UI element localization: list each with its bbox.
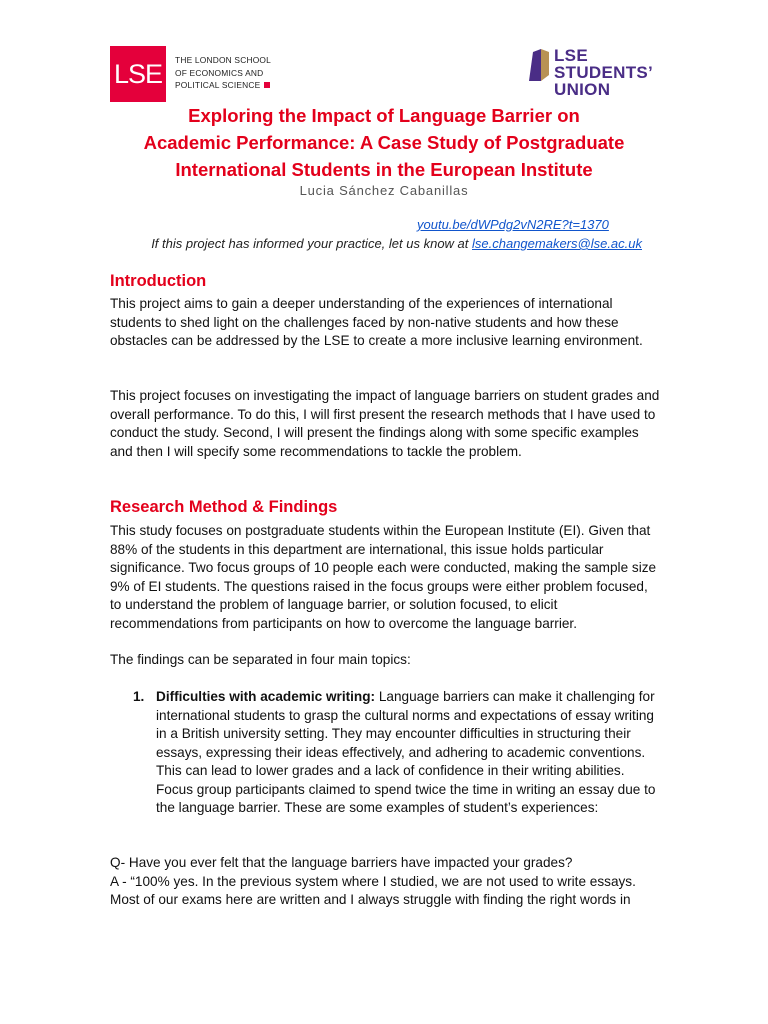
- list-number: 1.: [133, 689, 145, 704]
- lse-logo-line-text: POLITICAL SCIENCE: [175, 80, 261, 90]
- question-text: Q- Have you ever felt that the language barriers have impacted your grades?: [110, 855, 573, 870]
- answer-text: A - “100% yes. In the previous system where I studied, we are not used to write essays. Most of our exams here are written and I always struggle with finding the right words in: [110, 873, 636, 907]
- list-item-body: Language barriers can make it challenging for international students to grasp the cultural norms and expectations of essay writing in a British university setting. They may encounter difficulties in structuring their essays, expressing their ideas effectively, and adhering to academic conventions. This can lead to lower grades and a lack of confidence in their writing abilities. Focus group participants claimed to spend twice the time in writing an essay due to the language barrier. These are some examples of student’s experiences:: [156, 689, 656, 815]
- list-item-bold: Difficulties with academic writing:: [156, 689, 376, 704]
- lse-logo-line: THE LONDON SCHOOL: [175, 55, 272, 65]
- lse-logo-text: [175, 54, 271, 92]
- introduction-paragraph-1: [110, 295, 662, 351]
- introduction-paragraph-2: [110, 387, 662, 461]
- research-heading: Research Method & Findings: [110, 498, 338, 516]
- title-line: International Students in the European Institute: [175, 159, 593, 180]
- paragraph: This project aims to gain a deeper understanding of the experiences of international students to shed light on the challenges faced by non-native students and how these obstacles can be addressed by the LSE to create a more inclusive learning environment.: [110, 296, 643, 348]
- document-title: [100, 102, 668, 183]
- introduction-heading: Introduction: [110, 272, 207, 290]
- inform-text: If this project has informed your practice, let us know at: [151, 236, 472, 251]
- paragraph: This study focuses on postgraduate students within the European Institute (EI). Given that 88% of the students in this department are international, this issue holds particular significance. Two focus groups of 10 people each were conducted, making the sample size 9% of EI students. The questions raised in the focus groups were either problem focused, to understand the problem of language barrier, or solution focused, to elicit recommendations from participants on how to overcome the language barrier.: [110, 523, 657, 631]
- paragraph: This project focuses on investigating the impact of language barriers on student grades and overall performance. To do this, I will first present the research methods that I have used to conduct the study. Second, I will present the findings along with some specific examples and then I will specify some recommendations to tackle the problem.: [110, 388, 660, 459]
- su-line: STUDENTS’: [554, 63, 654, 82]
- paragraph: The findings can be separated in four main topics:: [110, 652, 411, 667]
- lse-logo: [110, 46, 271, 102]
- lse-red-square-icon: [264, 82, 270, 88]
- lse-logo-line: OF ECONOMICS AND: [175, 67, 264, 78]
- lse-logo-line: [175, 79, 271, 92]
- title-line: Exploring the Impact of Language Barrier on: [188, 105, 580, 126]
- author-name: Lucia Sánchez Cabanillas: [299, 183, 469, 198]
- su-line: UNION: [554, 80, 611, 99]
- students-union-mark-icon: [527, 49, 549, 81]
- email-link[interactable]: lse.changemakers@lse.ac.uk: [472, 236, 642, 251]
- question-answer: [110, 854, 662, 910]
- lse-logo-box: LSE: [110, 46, 166, 102]
- students-union-logo: [527, 47, 653, 98]
- research-paragraph-2: [110, 651, 662, 670]
- students-union-text: [554, 47, 653, 98]
- su-line: LSE: [554, 46, 588, 65]
- research-paragraph-1: [110, 522, 662, 633]
- video-link[interactable]: youtu.be/dWPdg2vN2RE?t=1370: [417, 217, 609, 232]
- list-item: [133, 688, 663, 818]
- inform-line: [151, 236, 642, 251]
- list-item-text: [156, 688, 663, 818]
- title-line: Academic Performance: A Case Study of Postgraduate: [143, 132, 625, 153]
